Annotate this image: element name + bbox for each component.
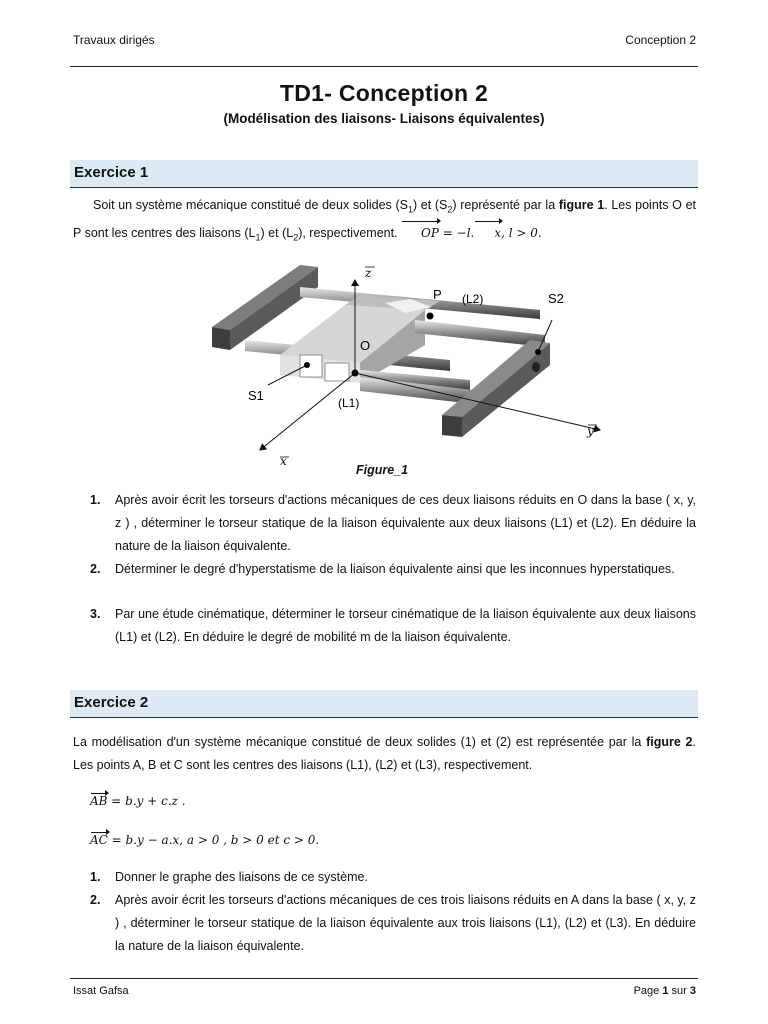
figure-1-caption: Figure_1	[356, 463, 409, 477]
formula-ac: AC = b.y − a.x, a > 0 , b > 0 et c > 0.	[90, 833, 320, 847]
exercise-1-intro: Soit un système mécanique constitué de deux solides $(S_1)$ et $(S_2)$ représenté par la figure 1. Les points O et P sont les centres des liaisons $(L_1)$ et $(L_2)$, respectivement. OP = −l. x, l > 0.	[73, 194, 696, 249]
label-y: y	[587, 424, 594, 438]
exercise-1-question-1: 1. Après avoir écrit les torseurs d'actions mécaniques de ces deux liaisons réduits en O dans la base ( x, y, z ) , déterminer le torseur statique de la liaison équivalente aux deux liaisons (L1) et (L2). En déduire la nature de la liaison équivalente.	[90, 493, 696, 553]
exercise-1-band	[70, 160, 698, 188]
exercise-2-question-2: 2. Après avoir écrit les torseurs d'actions mécaniques de ces trois liaisons réduits en A dans la base ( x, y, z ) , déterminer le torseur statique de la liaison équivalente aux trois liaisons (L1), (L2) et (L3). En déduire la nature de la liaison équivalente.	[90, 893, 696, 953]
page-subtitle: (Modélisation des liaisons- Liaisons équivalentes)	[223, 111, 545, 126]
exercise-2-heading: Exercice 2	[74, 694, 149, 711]
figure-1-illustration	[200, 255, 620, 470]
exercise-1-question-2: 2. Déterminer le degré d'hyperstatisme de la liaison équivalente ainsi que les inconnues hyperstatiques.	[90, 562, 675, 576]
exercise-2-intro: La modélisation d'un système mécanique constitué de deux solides (1) et (2) est représentée par la figure 2. Les points A, B et C sont les centres des liaisons (L1), (L2) et (L3), respectivement.	[73, 735, 696, 772]
exercise-2-band	[70, 690, 698, 718]
header-right: Conception 2	[625, 33, 696, 47]
label-P: P	[433, 287, 442, 302]
header-divider	[70, 66, 698, 67]
exercise-1-question-3: 3. Par une étude cinématique, déterminer le torseur cinématique de la liaison équivalente aux deux liaisons (L1) et (L2). En déduire le degré de mobilité m de la liaison équivalente.	[90, 607, 696, 644]
x-axis	[260, 373, 355, 450]
exercise-2-question-1: 1. Donner le graphe des liaisons de ce système.	[90, 870, 368, 884]
point-O	[352, 370, 359, 377]
label-O: O	[360, 338, 371, 353]
header-left: Travaux dirigés	[73, 33, 155, 47]
rod-right-back	[415, 320, 545, 347]
point-P	[427, 313, 434, 320]
formula-op: OP = −l. x, l > 0.	[401, 226, 542, 240]
page-title: TD1- Conception 2	[279, 80, 489, 106]
label-S1: S1	[248, 388, 264, 403]
exercise-1-heading: Exercice 1	[74, 164, 149, 181]
page-indicator: Page 1 sur 3	[633, 985, 696, 997]
label-L2: (L2)	[462, 292, 484, 306]
label-x: x	[280, 454, 287, 468]
formula-ab: AB = b.y + c.z .	[90, 794, 186, 808]
s1-marker	[304, 362, 310, 368]
label-S2: S2	[548, 291, 564, 306]
footer-left: Issat Gafsa	[73, 985, 129, 997]
label-z: z	[365, 266, 372, 280]
s2-marker	[535, 349, 541, 355]
left-end-block	[212, 265, 318, 350]
label-L1: (L1)	[338, 396, 360, 410]
footer-divider	[70, 978, 698, 979]
